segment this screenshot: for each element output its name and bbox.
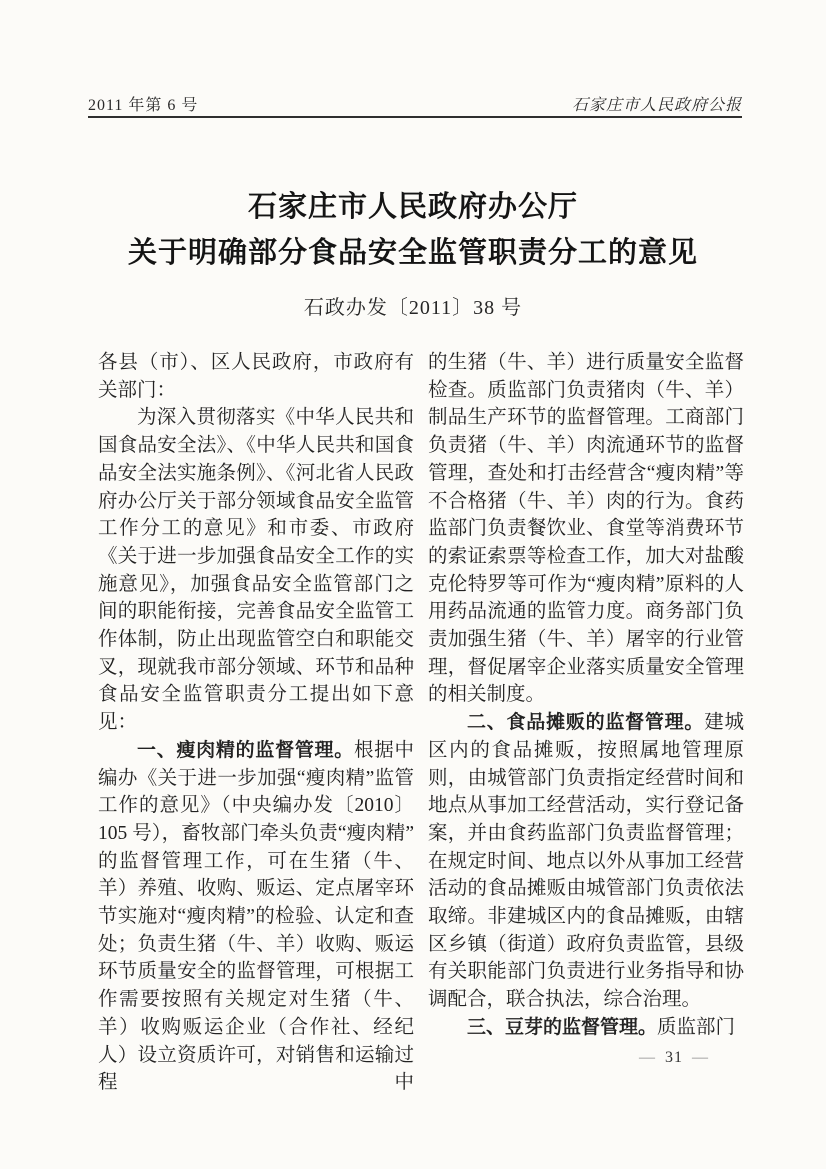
footer-dash-right: — (692, 1049, 709, 1066)
document-number: 石政办发〔2011〕38 号 (303, 297, 523, 319)
body-paragraph (98, 404, 414, 736)
body-paragraph (428, 1014, 744, 1042)
footer-dash-left: — (639, 1049, 656, 1066)
text-run: 质监部门 (657, 1016, 736, 1038)
page-footer (630, 1049, 718, 1067)
issue-number: 2011 年第 6 号 (88, 97, 199, 114)
body-paragraph (98, 349, 414, 404)
section-heading-run: 一、瘦肉精的监督管理。 (137, 739, 355, 761)
section-heading-run: 二、食品摊贩的监督管理。 (467, 712, 705, 734)
body-paragraph (428, 709, 744, 1014)
body-column-left (98, 349, 414, 1097)
body-paragraph (428, 349, 744, 709)
text-run: 为深入贯彻落实《中华人民共和国食品安全法》、《中华人民共和国食品安全法实施条例》、《河北省人民政府办公厅关于部分领域食品安全监管工作分工的意见》和市委、市政府《关于进一步加强食品安全工作的实施意见》，加强食品安全监管部门之间的职能衔接，完善食品安全监管工作体制，防止出现监管空白和职能交叉，现就我市部分领域、环节和品种食品安全监管职责分工提出如下意见： (98, 407, 414, 734)
text-run: 建城区内的食品摊贩，按照属地管理原则，由城管部门负责指定经营时间和地点从事加工经营活动，实行登记备案，并由食药监部门负责监督管理；在规定时间、地点以外从事加工经营活动的食品摊贩由城管部门负责依法取缔。非建城区内的食品摊贩，由辖区乡镇（街道）政府负责监管，县级有关职能部门负责进行业务指导和协调配合，联合执法，综合治理。 (428, 712, 744, 1011)
running-head (88, 92, 742, 115)
body-paragraph (98, 737, 414, 1097)
text-run: 各县（市）、区人民政府，市政府有关部门： (98, 352, 414, 401)
document-title (0, 184, 826, 276)
body-column-right (428, 349, 744, 1097)
header-rule (88, 116, 742, 118)
section-heading-run: 三、豆芽的监督管理。 (467, 1016, 658, 1038)
document-title-line2: 关于明确部分食品安全监管职责分工的意见 (127, 237, 698, 269)
document-title-line1: 石家庄市人民政府办公厅 (247, 191, 578, 223)
body-text (98, 349, 744, 1097)
page-number: 31 (665, 1049, 683, 1066)
gazette-name: 石家庄市人民政府公报 (571, 97, 742, 114)
text-run: 的生猪（牛、羊）进行质量安全监督检查。质监部门负责猪肉（牛、羊）制品生产环节的监督管理。工商部门负责猪（牛、羊）肉流通环节的监督管理，查处和打击经营含“瘦肉精”等不合格猪（牛、羊）肉的行为。食药监部门负责餐饮业、食堂等消费环节的索证索票等检查工作，加大对盐酸克伦特罗等可作为“瘦肉精”原料的人用药品流通的监管力度。商务部门负责加强生猪（牛、羊）屠宰的行业管理，督促屠宰企业落实质量安全管理的相关制度。 (428, 352, 744, 706)
text-run: 根据中编办《关于进一步加强“瘦肉精”监管工作的意见》（中央编办发〔2010〕105 号），畜牧部门牵头负责“瘦肉精”的监督管理工作，可在生猪（牛、羊）养殖、收购、贩运、定点屠宰环节实施对“瘦肉精”的检验、认定和查处；负责生猪（牛、羊）收购、贩运环节质量安全的监督管理，可根据工作需要按照有关规定对生猪（牛、羊）收购贩运企业（合作社、经纪人）设立资质许可，对销售和运输过程中 (98, 739, 414, 1094)
